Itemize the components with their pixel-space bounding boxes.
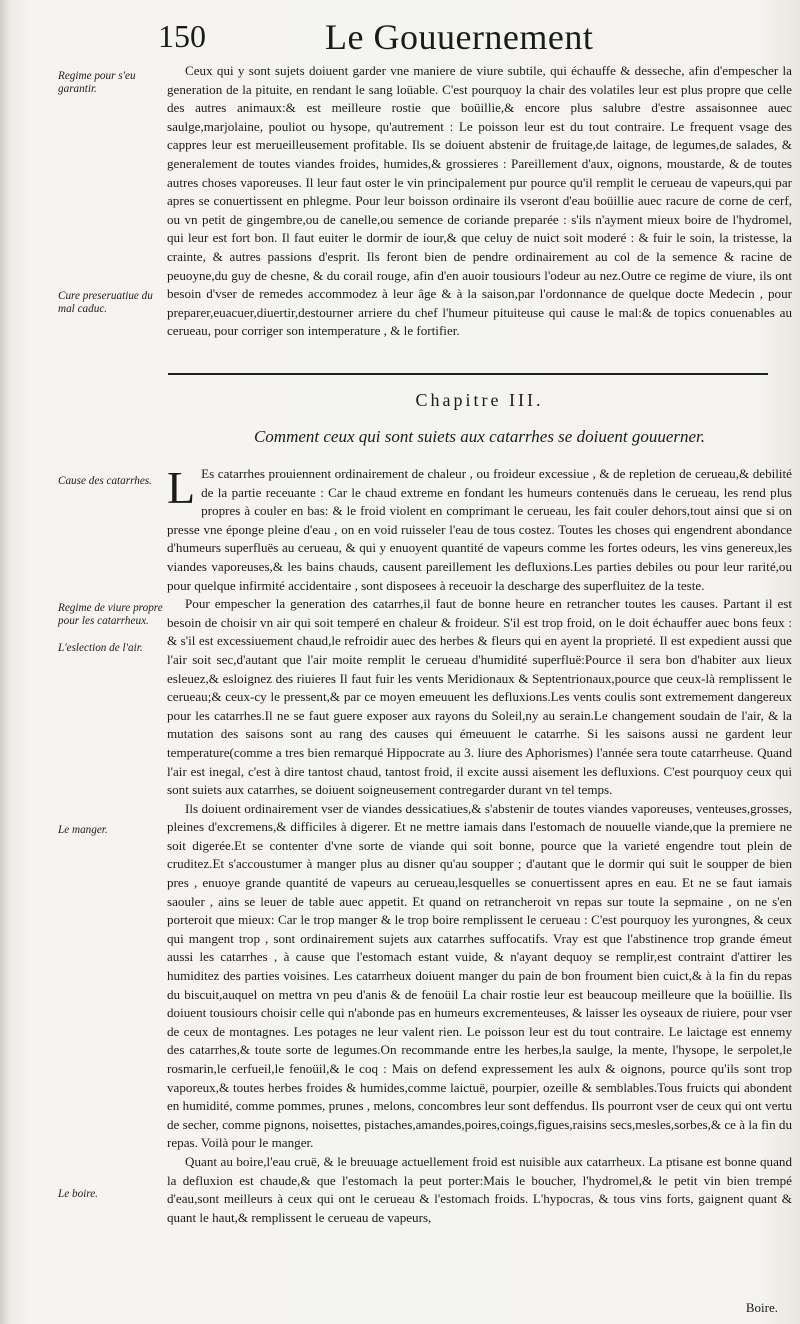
catchword: Boire. bbox=[745, 1300, 778, 1315]
margin-note: Le manger. bbox=[58, 824, 108, 836]
top-text-block bbox=[167, 62, 792, 341]
margin-note: Le boire. bbox=[58, 1188, 98, 1200]
chapter-subtitle: Comment ceux qui sont suiets aux catarrhes se doiuent gouuerner. bbox=[253, 427, 706, 446]
page-number: 150 bbox=[158, 18, 206, 54]
drop-cap: L bbox=[167, 462, 196, 513]
paragraph: Pour empescher la generation des catarrhes,il faut de bonne heure en retrancher toutes les causes. Partant il est besoin de choisir vn air qui soit temperé en chaleur & froideur. S'il est trop froid, on le doit échauffer auec bons feux : & s'il est excessiuement chaud,le refroidir auec des herbes & fleurs qui en ayent la proprieté. Il est expedient aussi que l'air soit sec,d'autant que l'air moite remplit le cerueau d'humidité superfluë:Pource il sera bon d'habiter aux lieux esleuez,& esloignez des riuieres Il faut fuir les vents Meridionaux & Septentrionaux,pource que ceux-là remplissent le cerueau;& ceux-cy le pressent,& par ce moyen emeuuent les defluxions.Les vents coulis sont extremement dangereux pour les catarrhes.Il ne se faut guere exposer aux rayons du Soleil,ny au serain.Le changement soudain de l'air, & la mutation des saisons sont au rang des causes qui émeuuent le catarrhe. Si les saisons aussi ne gardent leur temperature(comme a tres bien remarqué Hippocrate au 3. liure des Aphorismes) l'année sera toute catarrheuse. Quand l'air est inegal, c'est à dire tantost chaud, tantost froid, il excite aussi aisement les defluxions. C'est pourquoy ceux qui sont suiets aux catarrhes, se doiuent soigneusement contregarder durant vn tel temps. bbox=[167, 596, 792, 798]
paragraph: Quant au boire,l'eau cruë, & le breuuage actuellement froid est nuisible aux catarrheux. La ptisane est bonne quand la defluxion est chaude,& que l'estomach la peut porter:Mais le boucher, l'hydromel,& le petit vin bien trempé d'eau,sont meilleurs à ceux qui ont le cerueau & l'estomach froids. L'hypocras, & tous vins forts, gaignent quant & quant le haut,& remplissent le cerueau de vapeurs, bbox=[167, 1153, 792, 1225]
margin-note: Cause des catarrhes. bbox=[58, 475, 152, 487]
margin-note: Cure preseruatiue du mal caduc. bbox=[58, 290, 153, 315]
running-title: Le Gouuernement bbox=[325, 17, 594, 57]
paragraph: Ceux qui y sont sujets doiuent garder vne maniere de viure subtile, qui échauffe & desseche, afin d'empescher la generation de la pituite, en rendant le sang loüable. C'est pourquoy la chair des volatiles leur est plus propre que celle des autres animaux:& est meilleure rostie que boüillie,& encore plus salubre d'estre assaisonnee auec saulge,marjolaine, pouliot ou hysope, qu'autrement : Le poisson leur est du tout contraire. Le frequent vsage des cappres leur est merueilleusement profitable. Ils se doiuent abstenir de fruitage,de laitage, de legumes,de salades, & generalement de toutes viandes froides, humides,& grossieres : Pareillement d'aux, oignons, moustarde, & de toutes autres choses vaporeuses. Il leur faut oster le vin principalement pur pource qu'il remplit le cerueau de vapeurs,qui par apres se conuertissent en phlegme. Pour leur boisson ordinaire ils vseront d'eau boüillie auec racure de corne de cerf, ou vn petit de gingembre,ou de canelle,ou semence de coriande preparée : s'ils n'ayment mieux boire de l'hydromel, qui leur est fort bon. Il faut euiter le dormir de iour,& que celuy de nuict soit moderé : & fuir le soin, la tristesse, la crainte, & autres passions d'esprit. Ils feront bien de pendre ordinairement au col de la semence & racine de peuoyne,du guy de chesne, & du corail rouge, afin d'en auoir tousiours l'odeur au nez.Outre ce regime de viure, ils ont besoin d'vser de remedes accommodez à leur âge & à la saison,par l'ordonnance de quelque docte Medecin , pour preparer,euacuer,diuertir,destourner arriere du chef l'humeur pituiteuse qui cause le mal:& de topics conuenables au cerueau, pour corriger son intemperature , & le fortifier. bbox=[167, 63, 792, 339]
margin-note: L'eslection de l'air. bbox=[58, 642, 143, 654]
chapter-body bbox=[167, 462, 792, 1227]
page-header bbox=[150, 14, 790, 58]
margin-note: Regime de viure propre pour les catarrheux. bbox=[58, 602, 163, 627]
chapter-heading: Chapitre III. bbox=[415, 390, 544, 410]
paragraph: Ils doiuent ordinairement vser de viandes dessicatiues,& s'abstenir de toutes viandes vaporeuses, venteuses,grosses, pleines d'excremens,& difficiles à digerer. Et ne mettre iamais dans l'estomach de nouuelle viande,que la premiere ne soit digerée.Et se contenter d'vne sorte de viande qui soit bonne, pource que la varieté engendre tout plein de cruditez.Et s'accoustumer à manger plus au disner qu'au soupper ; d'autant que le dormir qui suit le soupper de bien pres , enuoye grande quantité de vapeurs au cerueau,lesquelles se conuertissent apres en eau. Et ne se faut iamais saouler , ains se leuer de table auec appetit. Et quand on retrancheroit vn repas sur toute la sepmaine , on ne s'en porteroit que mieux: Car le trop manger & le trop boire remplissent le cerueau : C'est pourquoy les yurongnes, & ceux qui mangent trop , sont ordinairement sujets aux catarrhes suffocatifs. Vray est que l'abstinence trop grande émeut aussi les catarrhes , à cause que l'estomach estant vuide, & n'ayant dequoy se remplir,est contraint d'attirer les humiditez des parties voisines. Les catarrheux doiuent manger du pain de bon froument bien cuict,& à la fin du repas du biscuit,auquel on mettra vn peu d'anis & de fenoüil La chair rostie leur est beaucoup meilleure que la boüillie. Ils doiuent tousiours choisir celle qui n'abonde pas en humeurs excrementeuses, & laisser les oyseaux de riuiere, pour vser de ceux de montagnes. Les potages ne leur valent rien. Le poisson leur est du tout contraire. Le laictage est ennemy des catarrhes,& toute sorte de legumes.On recommande entre les herbes,la saulge, la mente, l'hysope, le serpolet,le rosmarin,le cerfueil,le fenoüil,& le coq : Mais on defend expressement les aulx & oignons, pource qu'ils sont trop vaporeux,& toutes herbes froides & humides,comme laictuë, pourpier, ozeille & semblables.Tous fruicts qui abondent en humidité, comme pommes, prunes , melons, concombres leur sont deffendus. Ils pourront vser de ceux qui ont vertu de secher, comme pignons, noisettes, pistaches,amandes,poires,coings,figues,raisins secs,mesles,sorbes,& ce à la fin du repas. Voilà pour le manger. bbox=[167, 800, 792, 1151]
paragraph bbox=[167, 462, 792, 595]
paragraph-text: Es catarrhes prouiennent ordinairement de chaleur , ou froideur excessiue , & de repletion de cerueau,& debilité de la partie receuante : Car le chaud extreme en fondant les humeurs contenuës dans le cerueau, les rend plus propres à couler en bas: & le froid violent en comprimant le cerueau, les fait couler dehors,tout ainsi que si on presse vne éponge pleine d'eau , on en void ruisseler l'eau de tous costez. Toutes les choses qui engendrent abondance d'humeurs superfluës au cerueau, & qui y enuoyent quantité de vapeurs comme les fortes odeurs, les vins genereux,les viandes vaporeuses,& les bains chauds, causent pareillement les defluxions.Les parties debiles ou pour leur rarité,ou pour quelque infirmité accidentaire , sont disposees à receuoir la descharge des superfluitez de la teste. bbox=[167, 466, 792, 593]
section-rule bbox=[168, 373, 768, 375]
margin-note: Regime pour s'eu garantir. bbox=[58, 70, 136, 95]
